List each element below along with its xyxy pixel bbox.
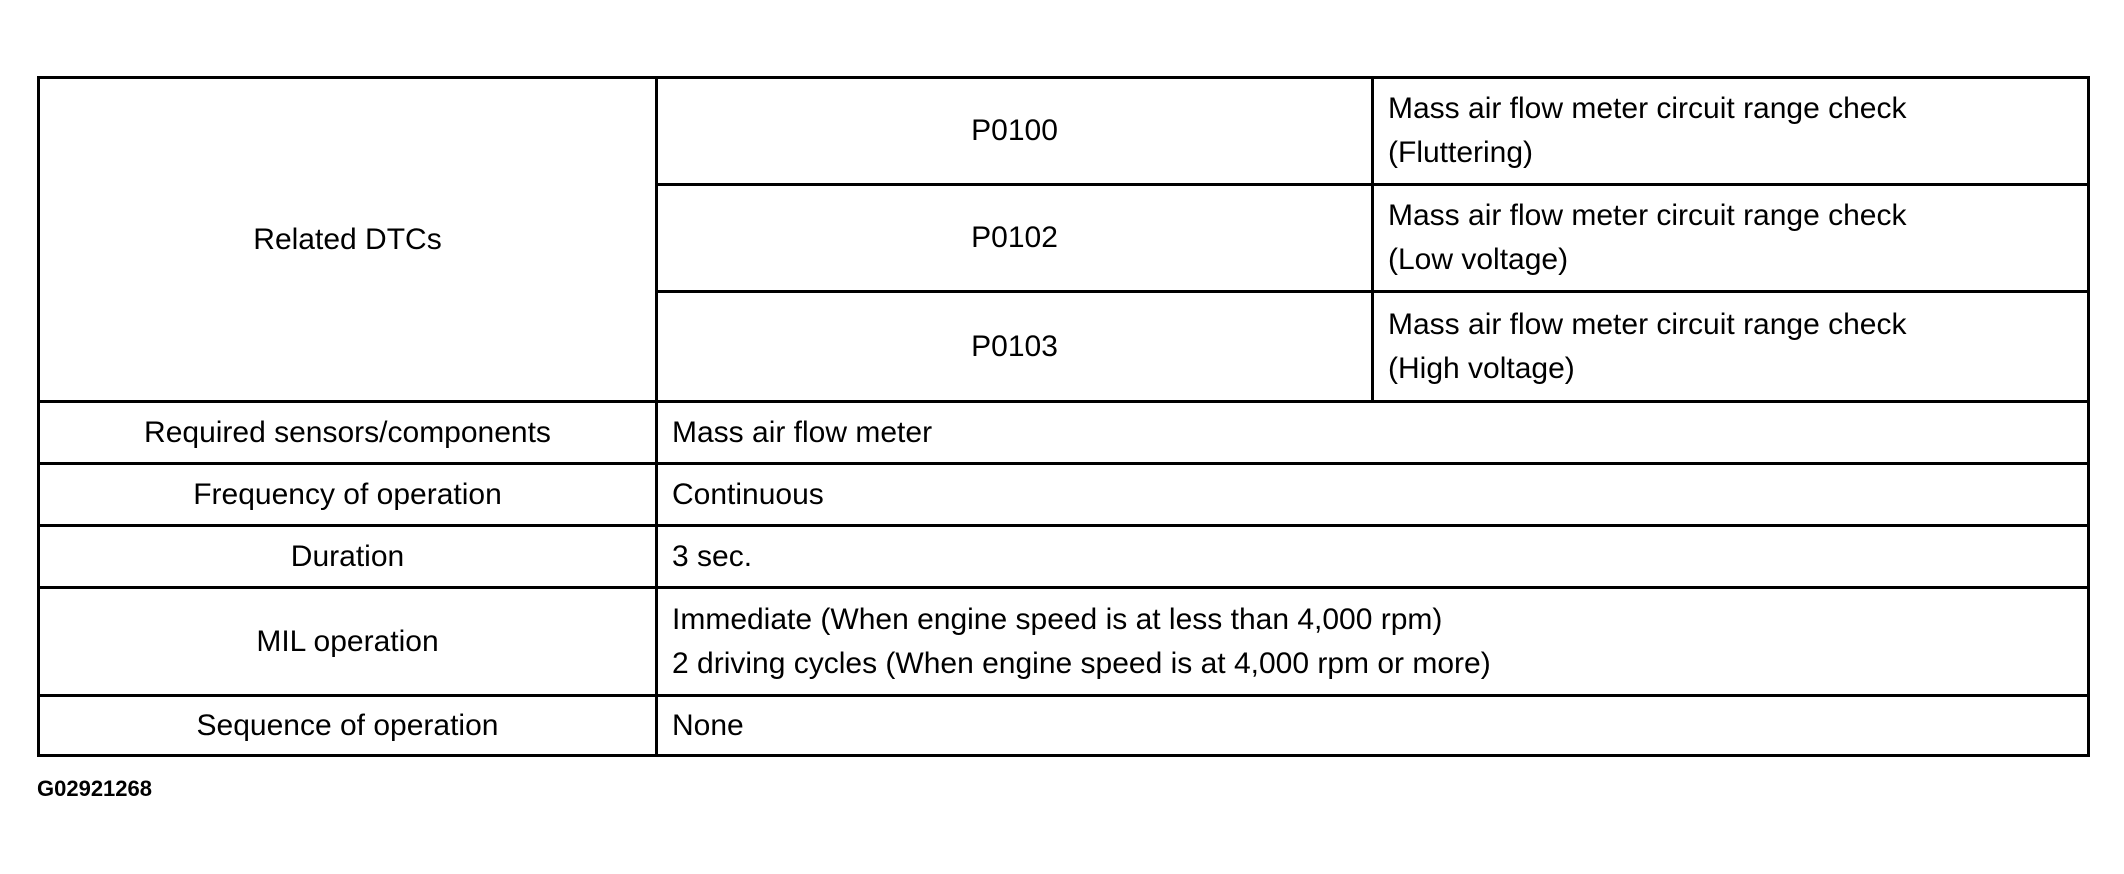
row-label: Sequence of operation — [39, 696, 657, 756]
dtc-spec-table — [37, 76, 2090, 757]
row-label: Duration — [39, 526, 657, 588]
row-value-line: Immediate (When engine speed is at less than 4,000 rpm) — [672, 602, 1443, 636]
table-row — [39, 402, 2089, 464]
row-label: Frequency of operation — [39, 464, 657, 526]
figure-id: G02921268 — [37, 776, 152, 801]
row-value-line: 2 driving cycles (When engine speed is at 4,000 rpm or more) — [672, 646, 1491, 680]
row-label: MIL operation — [39, 588, 657, 696]
dtc-code: P0102 — [657, 185, 1373, 292]
table-row — [39, 588, 2089, 696]
dtc-code: P0103 — [657, 292, 1373, 402]
table-row — [39, 696, 2089, 756]
dtc-code: P0100 — [657, 78, 1373, 185]
row-value: Continuous — [657, 464, 2089, 526]
dtc-description-line: Mass air flow meter circuit range check — [1388, 199, 1907, 232]
dtc-description — [1373, 292, 2089, 402]
table-row — [39, 78, 2089, 185]
row-value: Mass air flow meter — [657, 402, 2089, 464]
dtc-description-line: Mass air flow meter circuit range check — [1388, 92, 1907, 125]
row-value: None — [657, 696, 2089, 756]
dtc-description — [1373, 185, 2089, 292]
row-value — [657, 588, 2089, 696]
row-label: Required sensors/components — [39, 402, 657, 464]
dtc-description-line: Mass air flow meter circuit range check — [1388, 307, 1907, 341]
row-value: 3 sec. — [657, 526, 2089, 588]
dtc-description-line: (Low voltage) — [1388, 243, 1569, 276]
dtc-description — [1373, 78, 2089, 185]
table-row — [39, 464, 2089, 526]
dtc-description-line: (Fluttering) — [1388, 136, 1534, 169]
dtc-description-line: (High voltage) — [1388, 351, 1575, 385]
related-dtcs-label: Related DTCs — [39, 78, 657, 402]
table-row — [39, 526, 2089, 588]
